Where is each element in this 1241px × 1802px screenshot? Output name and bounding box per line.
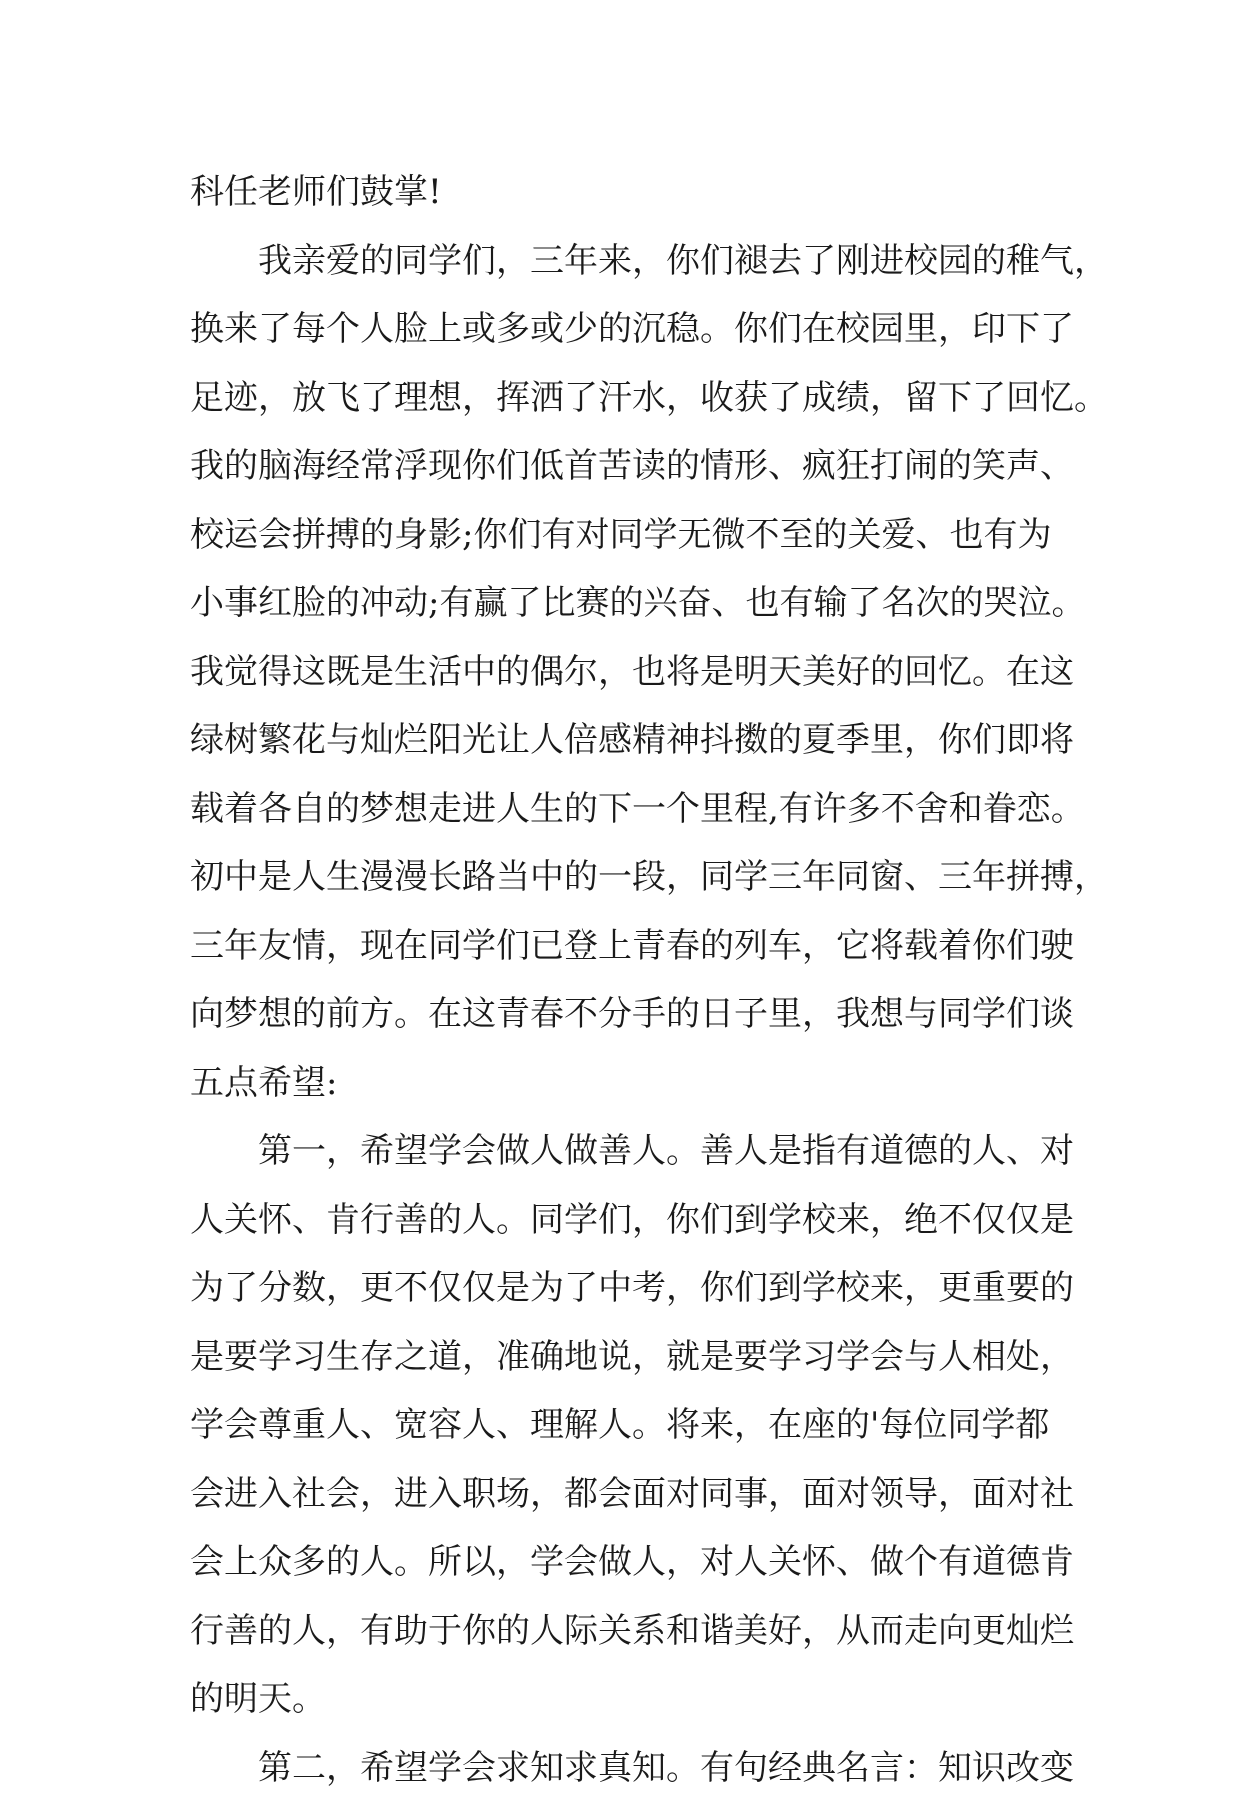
text-line: 足迹，放飞了理想，挥洒了汗水，收获了成绩，留下了回忆。 bbox=[190, 364, 1060, 433]
text-line: 初中是人生漫漫长路当中的一段，同学三年同窗、三年拼搏， bbox=[190, 843, 1060, 912]
document-body bbox=[190, 158, 1060, 1802]
text-line: 会进入社会，进入职场，都会面对同事，面对领导，面对社 bbox=[190, 1460, 1060, 1529]
text-line: 第二，希望学会求知求真知。有句经典名言：知识改变 bbox=[190, 1734, 1060, 1802]
text-line: 科任老师们鼓掌! bbox=[190, 158, 1060, 227]
text-line: 第一，希望学会做人做善人。善人是指有道德的人、对 bbox=[190, 1117, 1060, 1186]
text-line: 会上众多的人。所以，学会做人，对人关怀、做个有道德肯 bbox=[190, 1528, 1060, 1597]
text-line: 向梦想的前方。在这青春不分手的日子里，我想与同学们谈 bbox=[190, 980, 1060, 1049]
text-line: 换来了每个人脸上或多或少的沉稳。你们在校园里，印下了 bbox=[190, 295, 1060, 364]
text-line: 的明天。 bbox=[190, 1665, 1060, 1734]
text-line: 载着各自的梦想走进人生的下一个里程,有许多不舍和眷恋。 bbox=[190, 775, 1060, 844]
text-line: 行善的人，有助于你的人际关系和谐美好，从而走向更灿烂 bbox=[190, 1597, 1060, 1666]
text-line: 绿树繁花与灿烂阳光让人倍感精神抖擞的夏季里，你们即将 bbox=[190, 706, 1060, 775]
text-line: 我的脑海经常浮现你们低首苦读的情形、疯狂打闹的笑声、 bbox=[190, 432, 1060, 501]
text-line: 五点希望: bbox=[190, 1049, 1060, 1118]
text-line: 人关怀、肯行善的人。同学们，你们到学校来，绝不仅仅是 bbox=[190, 1186, 1060, 1255]
text-line: 小事红脸的冲动;有赢了比赛的兴奋、也有输了名次的哭泣。 bbox=[190, 569, 1060, 638]
text-line: 三年友情，现在同学们已登上青春的列车，它将载着你们驶 bbox=[190, 912, 1060, 981]
text-line: 我亲爱的同学们，三年来，你们褪去了刚进校园的稚气， bbox=[190, 227, 1060, 296]
text-line: 学会尊重人、宽容人、理解人。将来，在座的'每位同学都 bbox=[190, 1391, 1060, 1460]
text-line: 为了分数，更不仅仅是为了中考，你们到学校来，更重要的 bbox=[190, 1254, 1060, 1323]
text-line: 校运会拼搏的身影;你们有对同学无微不至的关爱、也有为 bbox=[190, 501, 1060, 570]
text-line: 是要学习生存之道，准确地说，就是要学习学会与人相处， bbox=[190, 1323, 1060, 1392]
text-line: 我觉得这既是生活中的偶尔，也将是明天美好的回忆。在这 bbox=[190, 638, 1060, 707]
